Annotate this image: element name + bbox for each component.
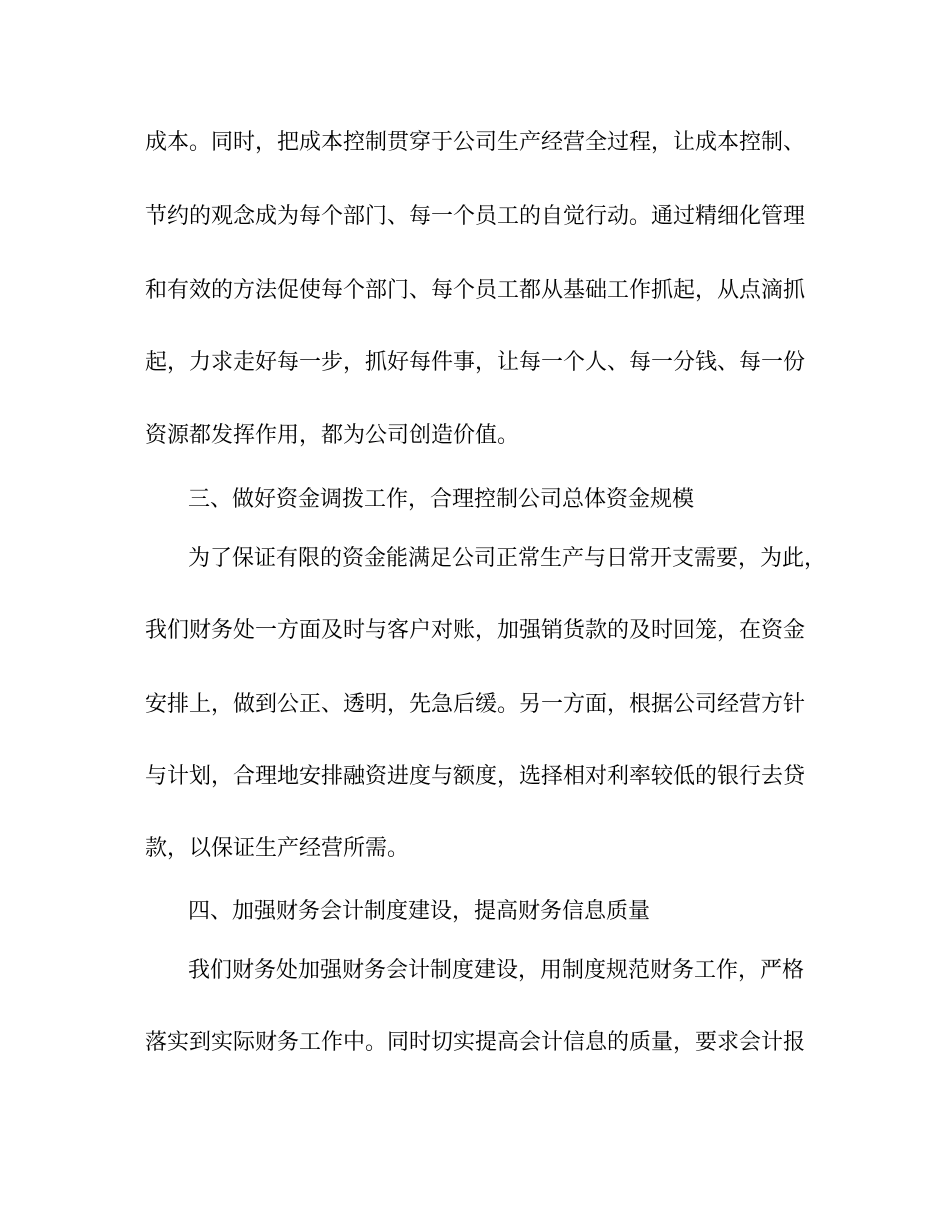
paragraph-line-3: 和有效的方法促使每个部门、每个员工都从基础工作抓起，从点滴抓 — [145, 278, 806, 303]
paragraph-line-4: 起，力求走好每一步，抓好每件事，让每一个人、每一分钱、每一份 — [145, 350, 806, 375]
paragraph-line-1: 成本。同时，把成本控制贯穿于公司生产经营全过程，让成本控制、 — [145, 130, 806, 155]
paragraph-line-5: 资源都发挥作用，都为公司创造价值。 — [145, 423, 520, 448]
paragraph-line-12: 落实到实际财务工作中。同时切实提高会计信息的质量，要求会计报 — [145, 1030, 806, 1055]
paragraph-line-11: 我们财务处加强财务会计制度建设，用制度规范财务工作，严格 — [188, 958, 805, 983]
paragraph-line-8: 安排上，做到公正、透明，先急后缓。另一方面，根据公司经营方针 — [145, 692, 806, 717]
paragraph-line-6: 为了保证有限的资金能满足公司正常生产与日常开支需要，为此， — [188, 546, 827, 571]
paragraph-line-7: 我们财务处一方面及时与客户对账，加强销货款的及时回笼，在资金 — [145, 618, 806, 643]
section-heading-4: 四、加强财务会计制度建设，提高财务信息质量 — [188, 899, 651, 924]
paragraph-line-9: 与计划，合理地安排融资进度与额度，选择相对利率较低的银行去贷 — [145, 764, 806, 789]
section-heading-3: 三、做好资金调拨工作，合理控制公司总体资金规模 — [188, 487, 695, 512]
paragraph-line-10: 款，以保证生产经营所需。 — [145, 836, 410, 861]
paragraph-line-2: 节约的观念成为每个部门、每一个员工的自觉行动。通过精细化管理 — [145, 204, 806, 229]
